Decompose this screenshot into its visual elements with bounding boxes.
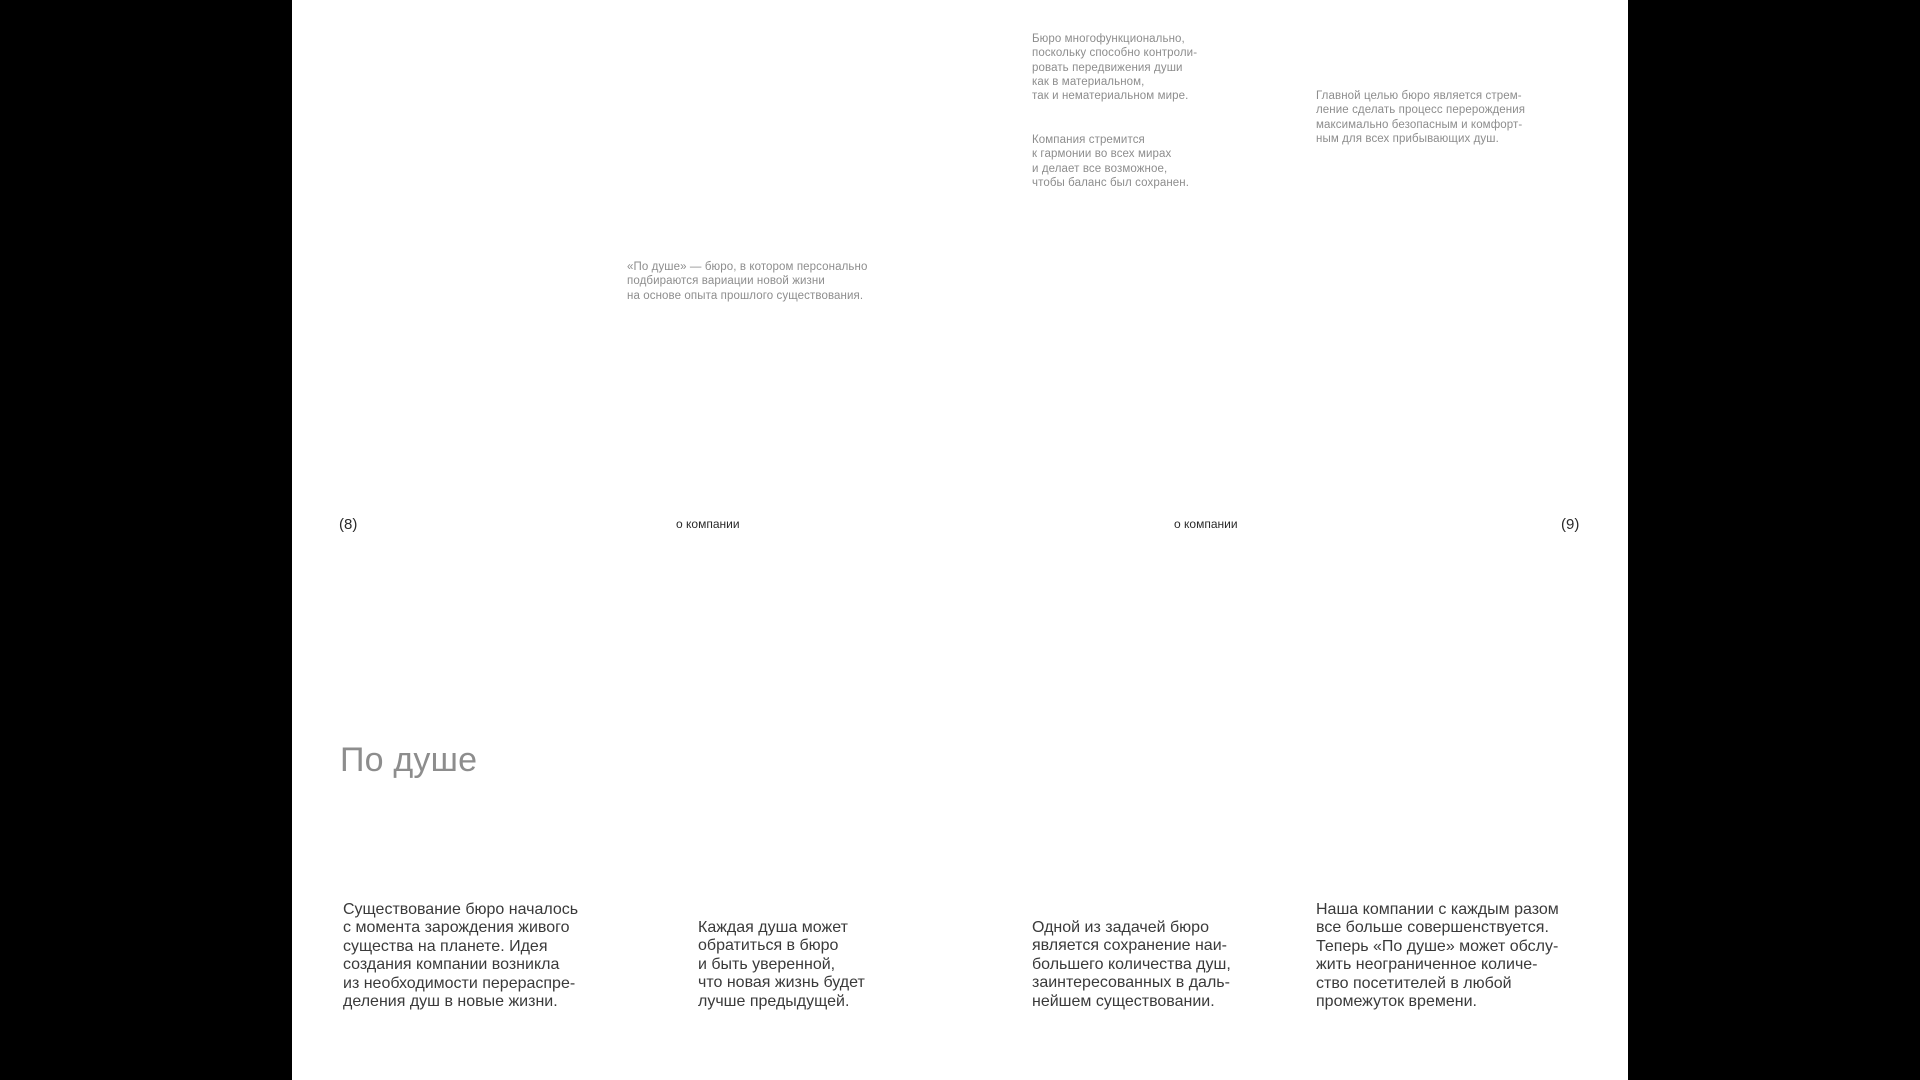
section-marker-left: о компании [676, 517, 740, 531]
intro-note: «По душе» — бюро, в котором персонально подбираются вариации новой жизни на основе опыта прошлого существования. [627, 261, 868, 302]
book-spread [292, 0, 1628, 1080]
paragraph-preservation: Одной из задачей бюро является сохранение наи- большего количества душ, заинтересованных в даль- нейшем существовании. [1032, 919, 1231, 1010]
paragraph-every-soul: Каждая душа может обратиться в бюро и быть уверенной, что новая жизнь будет лучше предыдущей. [698, 919, 865, 1010]
page-number-right: (9) [1561, 516, 1580, 533]
section-marker-right: о компании [1174, 517, 1238, 531]
paragraph-origin: Существование бюро началось с момента зарождения живого существа на планете. Идея создания компании возникла из необходимости перераспре- деления душ в новые жизни. [343, 901, 579, 1011]
paragraph-improvement: Наша компании с каждым разом все больше совершенствуется. Теперь «По душе» может обслу- жить неограниченное количе- ство посетителей в любой промежуток времени. [1316, 901, 1559, 1011]
page-number-left: (8) [339, 516, 358, 533]
note-main-goal: Главной целью бюро является стрем- ление сделать процесс перерождения максимально безопасным и комфорт- ным для всех прибывающих душ. [1316, 90, 1526, 145]
note-multifunctional: Бюро многофункционально, поскольку способно контроли- ровать передвижения души как в материальном, так и нематериальном мире. [1032, 33, 1198, 103]
note-harmony: Компания стремится к гармонии во всех мирах и делает все возможное, чтобы баланс был сохранен. [1032, 134, 1190, 189]
page-heading: По душе [340, 741, 478, 779]
